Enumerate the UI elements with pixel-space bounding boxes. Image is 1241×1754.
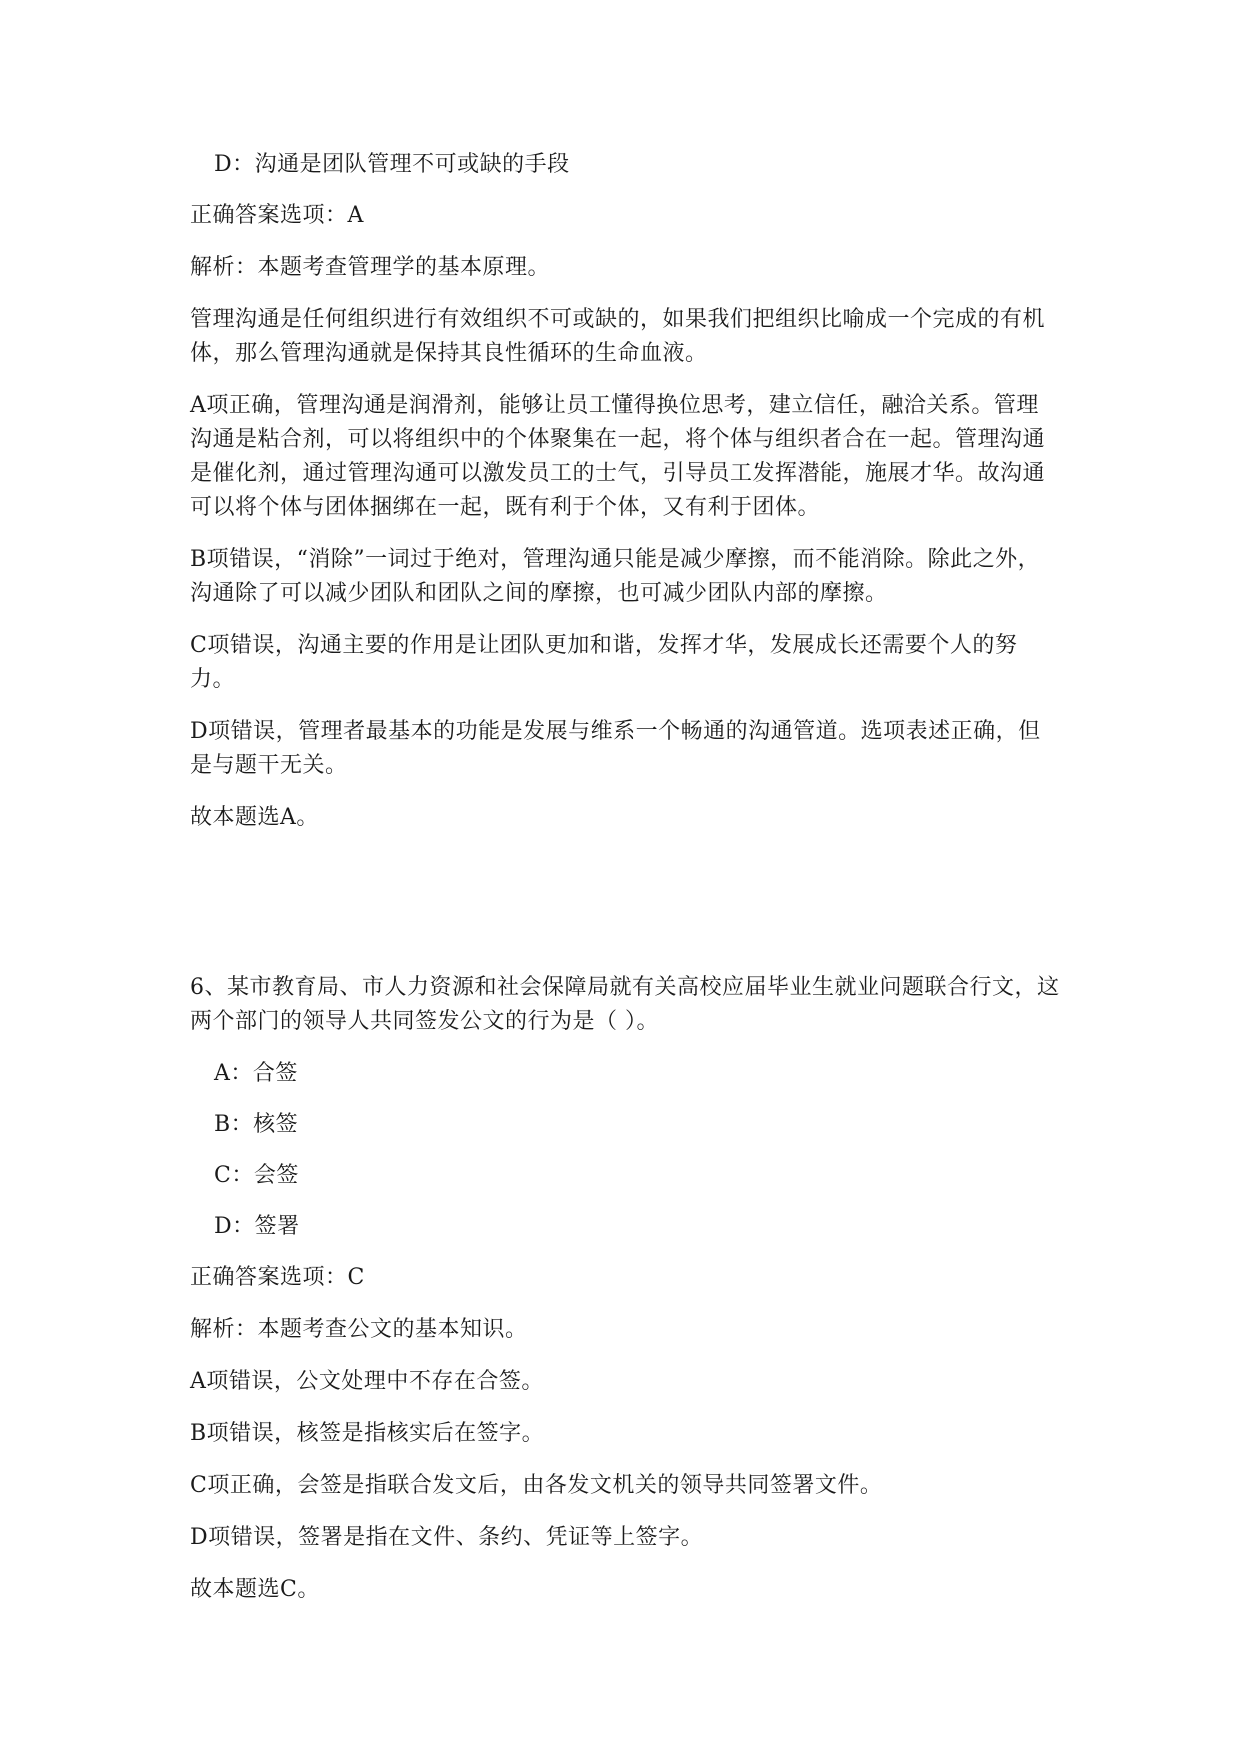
analysis-option-c: C项正确，会签是指联合发文后，由各发文机关的领导共同签署文件。: [190, 1473, 883, 1498]
option-d: D：沟通是团队管理不可或缺的手段: [214, 152, 570, 177]
conclusion: 故本题选A。: [190, 805, 319, 830]
analysis-title: 解析：本题考查公文的基本知识。: [190, 1317, 528, 1342]
analysis-option-c: C项错误，沟通主要的作用是让团队更加和谐，发挥才华，发展成长还需要个人的努力。: [190, 633, 1018, 692]
correct-answer: 正确答案选项：C: [190, 1265, 365, 1290]
analysis-option-b: B项错误，核签是指核实后在签字。: [190, 1421, 545, 1446]
option-b: B：核签: [214, 1112, 299, 1137]
section-gap: [190, 853, 1060, 971]
option-d: D：签署: [214, 1214, 300, 1239]
analysis-option-a: A项正确，管理沟通是润滑剂，能够让员工懂得换位思考，建立信任，融洽关系。管理沟通是粘合剂，可以将组织中的个体聚集在一起，将个体与组织者合在一起。管理沟通是催化剂，通过管理沟通可以激发员工的士气，引导员工发挥潜能，施展才华。故沟通可以将个体与团体捆绑在一起，既有利于个体，又有利于团体。: [190, 393, 1046, 520]
analysis-option-d: D项错误，签署是指在文件、条约、凭证等上签字。: [190, 1525, 704, 1550]
analysis-option-b: B项错误，“消除”一词过于绝对，管理沟通只能是减少摩擦，而不能消除。除此之外，沟通除了可以减少团队和团队之间的摩擦，也可减少团队内部的摩擦。: [190, 547, 1041, 606]
option-c: C：会签: [214, 1163, 299, 1188]
correct-answer: 正确答案选项：A: [190, 203, 364, 228]
option-a: A：合签: [214, 1061, 298, 1086]
conclusion: 故本题选C。: [190, 1577, 320, 1602]
analysis-option-d: D项错误，管理者最基本的功能是发展与维系一个畅通的沟通管道。选项表述正确，但是与题干无关。: [190, 719, 1041, 778]
question-stem: 6、某市教育局、市人力资源和社会保障局就有关高校应届毕业生就业问题联合行文，这两个部门的领导人共同签发公文的行为是（ ）。: [190, 975, 1060, 1034]
analysis-option-a: A项错误，公文处理中不存在合签。: [190, 1369, 544, 1394]
analysis-title: 解析：本题考查管理学的基本原理。: [190, 255, 551, 280]
document-content: [190, 148, 1060, 1625]
analysis-paragraph: 管理沟通是任何组织进行有效组织不可或缺的，如果我们把组织比喻成一个完成的有机体，那么管理沟通就是保持其良性循环的生命血液。: [190, 307, 1046, 366]
